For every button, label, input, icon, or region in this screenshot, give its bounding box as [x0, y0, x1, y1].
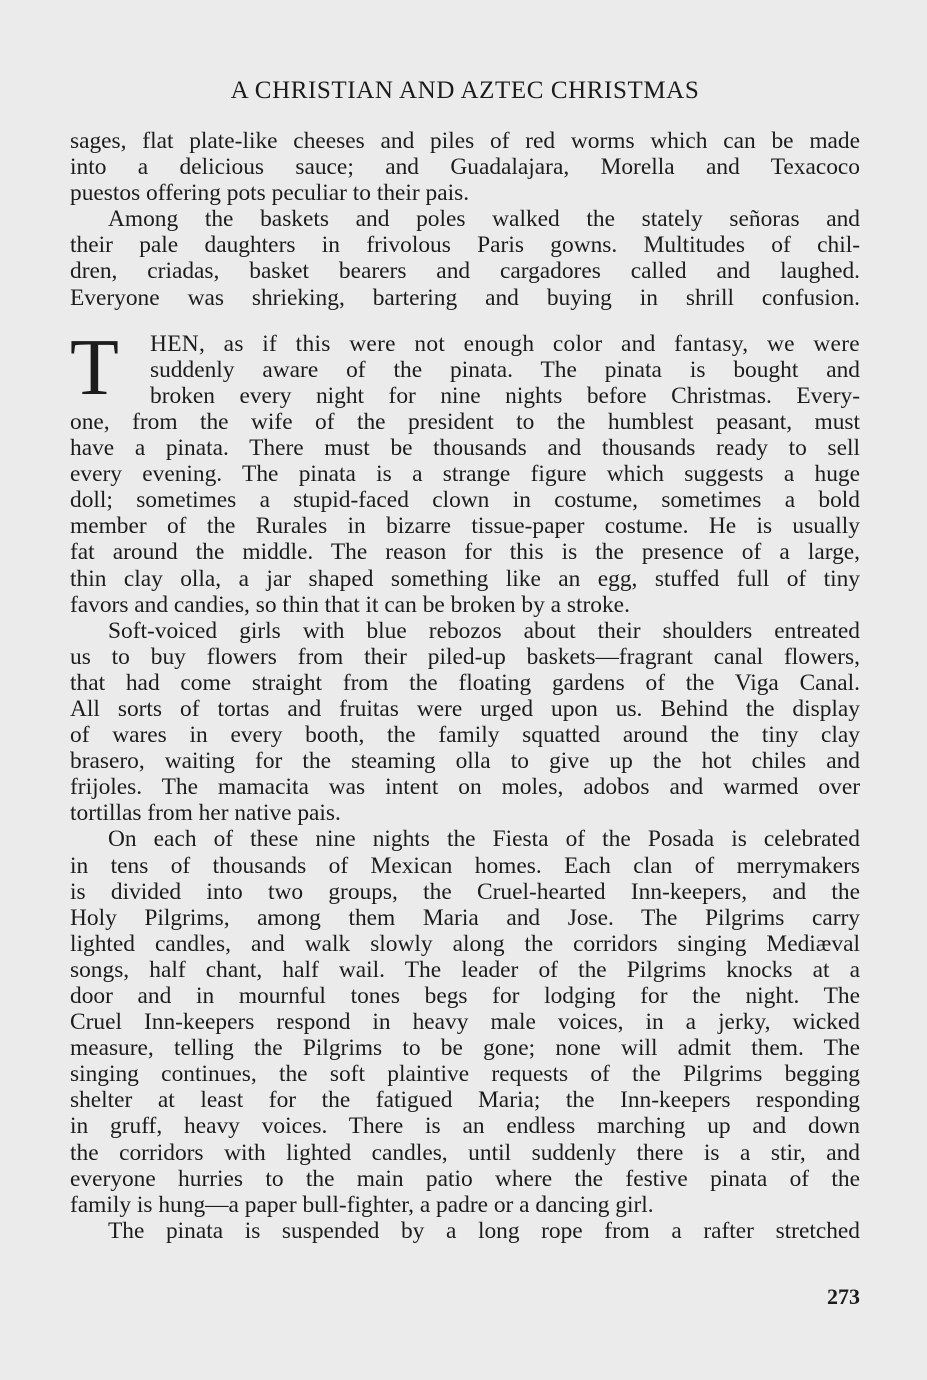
text-line: broken every night for nine nights before Christmas. Every-: [150, 382, 860, 409]
running-head: A CHRISTIAN AND AZTEC CHRISTMAS: [230, 77, 700, 104]
text-line: into a delicious sauce; and Guadalajara, Morella and Texacoco: [70, 154, 860, 181]
text-line: lighted candles, and walk slowly along the corridors singing Mediæval: [70, 930, 860, 957]
text-line: favors and candies, so thin that it can be broken by a stroke.: [70, 591, 630, 618]
text-line: thin clay olla, a jar shaped something like an egg, stuffed full of tiny: [70, 565, 860, 592]
text-line: brasero, waiting for the steaming olla to give up the hot chiles and: [70, 748, 860, 775]
text-line: in gruff, heavy voices. There is an endless marching up and down: [70, 1113, 860, 1140]
text-line: of wares in every booth, the family squatted around the tiny clay: [70, 722, 860, 749]
text-line: in tens of thousands of Mexican homes. Each clan of merrymakers: [70, 852, 860, 879]
paragraph-5: [70, 826, 860, 1217]
text-line: one, from the wife of the president to the humblest peasant, must: [70, 408, 860, 435]
text-line: dren, criadas, basket bearers and cargadores called and laughed.: [70, 258, 860, 285]
text-line: fat around the middle. The reason for this is the presence of a large,: [70, 539, 860, 566]
text-line: family is hung—a paper bull-fighter, a padre or a dancing girl.: [70, 1191, 654, 1218]
section-break: [70, 311, 860, 331]
text-line: The pinata is suspended by a long rope from a rafter stretched: [108, 1217, 860, 1244]
text-line: every evening. The pinata is a strange figure which suggests a huge: [70, 461, 860, 488]
drop-cap: T: [70, 323, 119, 412]
text-line: On each of these nine nights the Fiesta of the Posada is celebrated: [108, 826, 860, 853]
text-line: the corridors with lighted candles, until suddenly there is a stir, and: [70, 1139, 860, 1166]
text-line: Everyone was shrieking, bartering and buying in shrill confusion.: [70, 284, 860, 311]
text-line: sages, flat plate-like cheeses and piles of red worms which can be made: [70, 128, 860, 154]
text-line: everyone hurries to the main patio where the festive pinata of the: [70, 1165, 860, 1192]
text-line: is divided into two groups, the Cruel-hearted Inn-keepers, and the: [70, 878, 860, 905]
text-line: All sorts of tortas and fruitas were urged upon us. Behind the display: [70, 695, 860, 722]
paragraph-2: [70, 206, 860, 310]
text-line: their pale daughters in frivolous Paris gowns. Multitudes of chil-: [70, 232, 860, 259]
paragraph-1: [70, 128, 860, 206]
page-number: 273: [827, 1284, 860, 1309]
text-line: door and in mournful tones begs for lodging for the night. The: [70, 983, 860, 1009]
body-text: [70, 128, 860, 1244]
text-line: us to buy flowers from their piled-up baskets—fragrant canal flowers,: [70, 643, 860, 670]
text-line: measure, telling the Pilgrims to be gone; none will admit them. The: [70, 1035, 860, 1062]
paragraph-6: [70, 1218, 860, 1244]
text-line: Soft-voiced girls with blue rebozos about their shoulders entreated: [108, 617, 860, 644]
text-line: tortillas from her native pais.: [70, 800, 341, 827]
text-line: singing continues, the soft plaintive requests of the Pilgrims begging: [70, 1061, 860, 1088]
paragraph-4: [70, 618, 860, 827]
text-line: frijoles. The mamacita was intent on moles, adobos and warmed over: [70, 774, 860, 801]
text-line: that had come straight from the floating gardens of the Viga Canal.: [70, 669, 860, 696]
text-line: shelter at least for the fatigued Maria; the Inn-keepers responding: [70, 1087, 860, 1114]
text-line: suddenly aware of the pinata. The pinata is bought and: [150, 356, 860, 383]
text-line: Among the baskets and poles walked the stately señoras and: [108, 206, 860, 233]
text-line: doll; sometimes a stupid-faced clown in costume, sometimes a bold: [70, 487, 860, 514]
paragraph-3: [70, 323, 860, 618]
text-line: songs, half chant, half wail. The leader of the Pilgrims knocks at a: [70, 956, 860, 983]
text-line: member of the Rurales in bizarre tissue-paper costume. He is usually: [70, 513, 860, 540]
text-line: Holy Pilgrims, among them Maria and Jose. The Pilgrims carry: [70, 904, 860, 931]
text-line: puestos offering pots peculiar to their pais.: [70, 180, 470, 207]
text-line: HEN, as if this were not enough color and fantasy, we were: [150, 330, 860, 357]
text-line: have a pinata. There must be thousands and thousands ready to sell: [70, 435, 860, 462]
text-line: Cruel Inn-keepers respond in heavy male voices, in a jerky, wicked: [70, 1009, 860, 1036]
